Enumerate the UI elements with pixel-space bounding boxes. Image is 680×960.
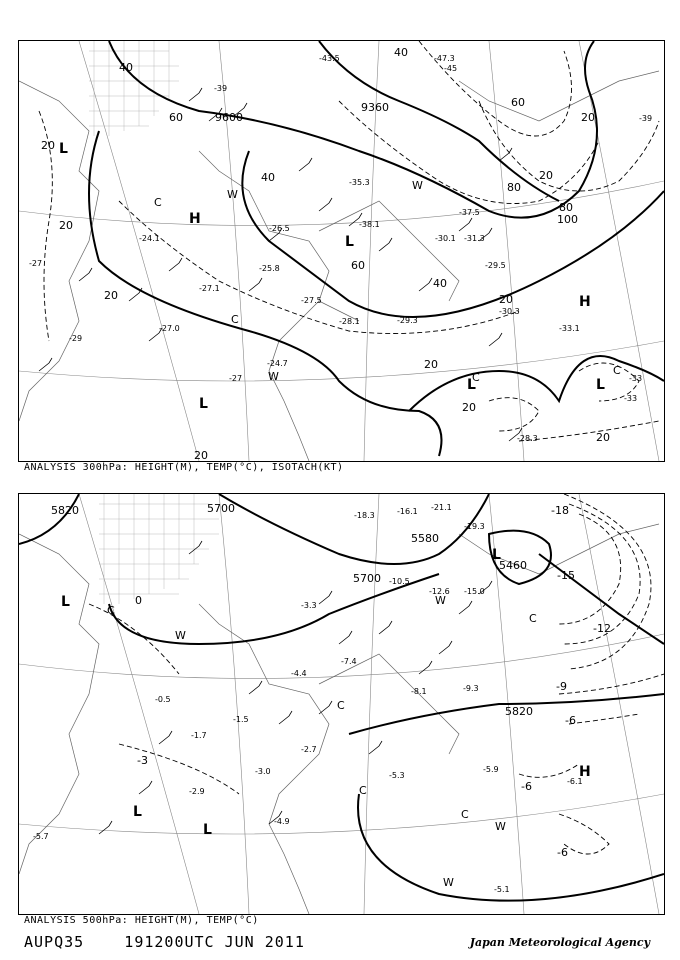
height-label: 5820: [505, 705, 533, 718]
isotach-label: 40: [119, 61, 133, 74]
agency-name: Japan Meteorological Agency: [469, 936, 650, 949]
temp-label: -5.3: [389, 771, 405, 780]
isotherm-labels: [135, 504, 611, 859]
pressure-symbols: [59, 141, 621, 412]
temp-label: -27.0: [159, 324, 180, 333]
cold-symbol: C: [337, 699, 345, 712]
temp-label: -27.1: [199, 284, 220, 293]
isotherm-label: -6: [521, 780, 532, 793]
isotherm-label: -9: [556, 680, 567, 693]
temp-label: -5.1: [494, 885, 510, 894]
warm-symbol: W: [227, 188, 238, 201]
height-contours: [19, 494, 664, 901]
low-symbol: L: [61, 594, 70, 610]
isotach-label: 60: [169, 111, 183, 124]
temp-label: -5.7: [33, 832, 49, 841]
cold-symbol: C: [472, 371, 480, 384]
warm-symbol: W: [175, 629, 186, 642]
height-labels: [215, 101, 389, 124]
isotach-label: 20: [194, 449, 208, 461]
temp-label: -39: [639, 114, 653, 123]
temp-label: -38.1: [359, 220, 380, 229]
temp-label: -24.7: [267, 359, 288, 368]
temp-label: -43.5: [319, 54, 340, 63]
warm-symbol: W: [412, 179, 423, 192]
warm-symbol: W: [495, 820, 506, 833]
temp-label: -21.1: [431, 503, 452, 512]
temp-label: -39: [214, 84, 228, 93]
temp-label: -15.0: [464, 587, 485, 596]
temp-label: -10.5: [389, 577, 410, 586]
temp-label: -29: [69, 334, 83, 343]
low-symbol: L: [492, 547, 501, 563]
cold-symbol: C: [461, 808, 469, 821]
isotherm-label: -6: [557, 846, 568, 859]
temp-label: -19.3: [464, 522, 485, 531]
temp-label: -4.4: [291, 669, 307, 678]
caption-300hpa: ANALYSIS 300hPa: HEIGHT(M), TEMP(°C), ISOTACH(KT): [24, 462, 344, 473]
temp-label: -1.7: [191, 731, 207, 740]
isotherm-label: -15: [557, 569, 575, 582]
height-label: 5460: [499, 559, 527, 572]
wind-barbs: [39, 88, 522, 441]
isotach-label: 20: [424, 358, 438, 371]
temp-label: -28.1: [339, 317, 360, 326]
temp-label: -4.9: [274, 817, 290, 826]
low-symbol: L: [203, 822, 212, 838]
coastline: [19, 71, 659, 461]
temp-label: -47.3: [434, 54, 455, 63]
isotach-label: 20: [59, 219, 73, 232]
temp-label: -18.3: [354, 511, 375, 520]
isotherm-label: -3: [137, 754, 148, 767]
low-symbol: L: [345, 234, 354, 250]
isotherm-label: -12: [593, 622, 611, 635]
isotherm-label: 0: [135, 594, 142, 607]
caption-500hpa: ANALYSIS 500hPa: HEIGHT(M), TEMP(°C): [24, 915, 259, 926]
map-500hpa-svg: [19, 494, 664, 914]
temp-label: -27.5: [301, 296, 322, 305]
wind-barbs: [99, 541, 492, 834]
temp-label: -12.6: [429, 587, 450, 596]
isotach-label: 80: [507, 181, 521, 194]
cold-symbol: C: [107, 604, 115, 617]
temp-label: -26.5: [269, 224, 290, 233]
temp-label: -25.8: [259, 264, 280, 273]
temp-label: -28.3: [517, 434, 538, 443]
temp-label: -27: [229, 374, 243, 383]
low-symbol: L: [133, 804, 142, 820]
cold-symbol: C: [231, 313, 239, 326]
isotach-label: 60: [351, 259, 365, 272]
chart-id: AUPQ35 191200UTC JUN 2011: [24, 933, 305, 951]
temp-labels: [29, 54, 652, 443]
map-panel-500hpa: [18, 493, 665, 915]
temp-label: -2.9: [189, 787, 205, 796]
temp-label: -33.1: [559, 324, 580, 333]
isotach-label: 40: [433, 277, 447, 290]
height-label: 5700: [353, 572, 381, 585]
temp-label: -45: [444, 64, 458, 73]
isotach-labels: [41, 46, 610, 461]
isotach-label: 60: [511, 96, 525, 109]
temp-label: -27: [29, 259, 43, 268]
temp-label: -16.1: [397, 507, 418, 516]
height-label: 9600: [215, 111, 243, 124]
isotherm-label: -18: [551, 504, 569, 517]
high-symbol: H: [579, 294, 591, 310]
height-label: 5580: [411, 532, 439, 545]
isotherm-label: -6: [565, 714, 576, 727]
warm-symbol: W: [443, 876, 454, 889]
temp-label: -31.3: [464, 234, 485, 243]
warm-symbol: W: [268, 370, 279, 383]
height-label: 5700: [207, 502, 235, 515]
temp-label: -6.1: [567, 777, 583, 786]
hatch-area: [99, 494, 219, 604]
isotach-label: 20: [41, 139, 55, 152]
temp-label: -1.5: [233, 715, 249, 724]
isotach-label: 80: [559, 201, 573, 214]
cold-symbol: C: [613, 364, 621, 377]
low-symbol: L: [467, 377, 476, 393]
height-label: 9360: [361, 101, 389, 114]
temp-label: -30.3: [499, 307, 520, 316]
temp-label: -30.1: [435, 234, 456, 243]
height-label: 5820: [51, 504, 79, 517]
temp-label: -33: [629, 374, 643, 383]
isotach-label: 20: [596, 431, 610, 444]
temp-label: -0.5: [155, 695, 171, 704]
temp-label: -35.3: [349, 178, 370, 187]
map-panel-300hpa: [18, 40, 665, 462]
isotach-label: 20: [581, 111, 595, 124]
temp-label: -7.4: [341, 657, 357, 666]
temp-label: -3.0: [255, 767, 271, 776]
temp-label: -5.9: [483, 765, 499, 774]
temp-label: -3.3: [301, 601, 317, 610]
map-300hpa-svg: [19, 41, 664, 461]
temp-label: -29.3: [397, 316, 418, 325]
isotach-label: 40: [394, 46, 408, 59]
cold-symbol: C: [359, 784, 367, 797]
isotach-label: 20: [499, 293, 513, 306]
low-symbol: L: [596, 377, 605, 393]
cold-symbol: C: [154, 196, 162, 209]
hatch-area: [89, 41, 179, 136]
low-symbol: L: [59, 141, 68, 157]
temp-label: -37.5: [459, 208, 480, 217]
isotach-label: 40: [261, 171, 275, 184]
temp-label: -8.1: [411, 687, 427, 696]
temp-label: -24.1: [139, 234, 160, 243]
isotach-label: 20: [104, 289, 118, 302]
temp-label: -2.7: [301, 745, 317, 754]
cold-symbol: C: [529, 612, 537, 625]
isotach-label: 20: [462, 401, 476, 414]
isotach-label: 100: [557, 213, 578, 226]
temp-label: -9.3: [463, 684, 479, 693]
isotach-label: 20: [539, 169, 553, 182]
high-symbol: H: [579, 764, 591, 780]
warm-symbol: W: [435, 594, 446, 607]
temp-label: -33: [624, 394, 638, 403]
high-symbol: H: [189, 211, 201, 227]
low-symbol: L: [199, 396, 208, 412]
temp-label: -29.5: [485, 261, 506, 270]
